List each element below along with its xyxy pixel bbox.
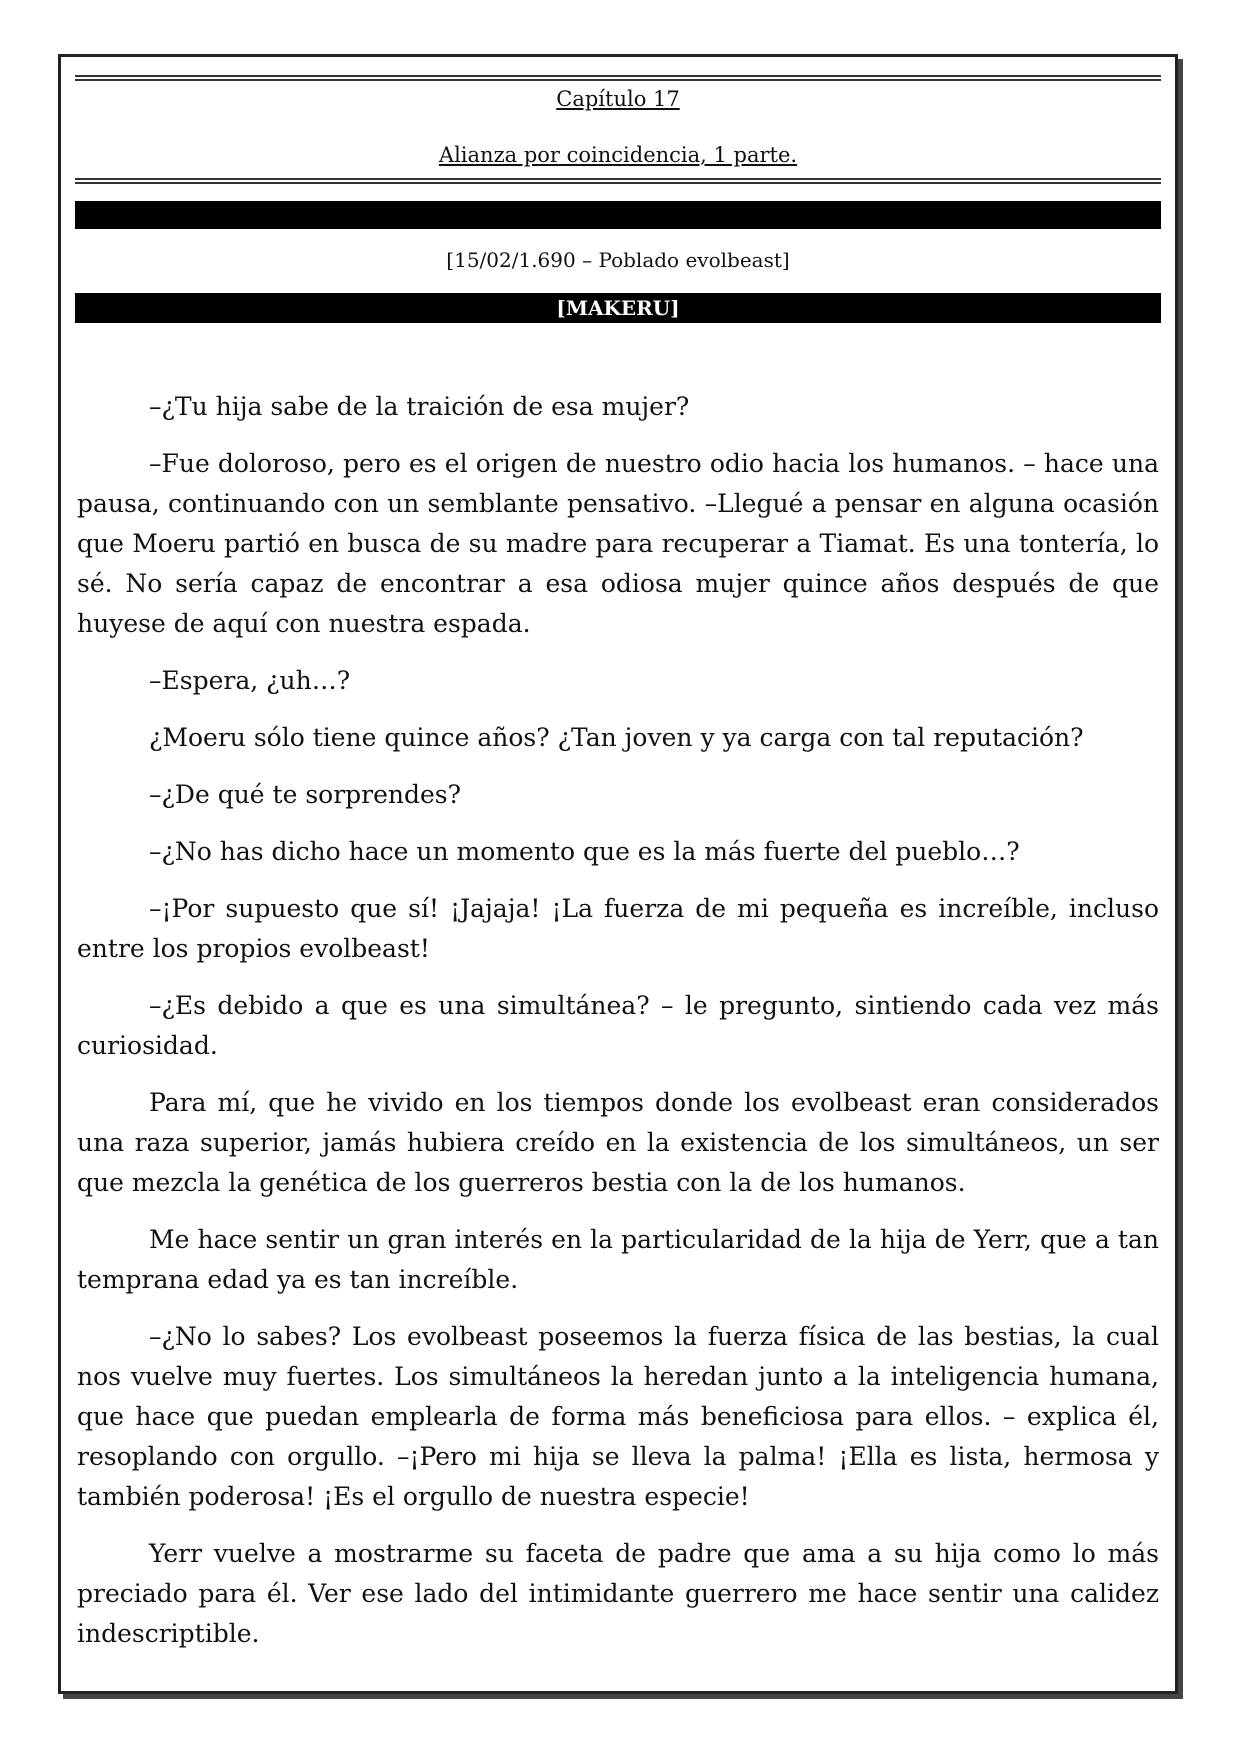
paragraph: –Fue doloroso, pero es el origen de nuestro odio hacia los humanos. – hace una pausa, continuando con un semblante pensativo. –Llegué a pensar en alguna ocasión que Moeru partió en busca de su madre para recuperar a Tiamat. Es una tontería, lo sé. No sería capaz de encontrar a esa odiosa mujer quince años después de que huyese de aquí con nuestra espada. [77,449,1159,638]
chapter-body [77,387,1159,1671]
paragraph: –¡Por supuesto que sí! ¡Jajaja! ¡La fuerza de mi pequeña es increíble, incluso entre los propios evolbeast! [77,894,1159,963]
pov-banner: [MAKERU] [75,293,1161,323]
paragraph: –¿Tu hija sabe de la traición de esa mujer? [149,392,690,421]
paragraph: –¿Es debido a que es una simultánea? – le pregunto, sintiendo cada vez más curiosidad. [77,991,1159,1060]
page-frame [58,54,1178,1694]
paragraph: ¿Moeru sólo tiene quince años? ¿Tan joven y ya carga con tal reputación? [149,723,1084,752]
chapter-subtitle: Alianza por coincidencia, 1 parte. [438,143,798,167]
chapter-title: Capítulo 17 [556,87,680,111]
paragraph: –¿No has dicho hace un momento que es la más fuerte del pueblo…? [149,837,1020,866]
black-divider-bar [75,201,1161,229]
paragraph: –Espera, ¿uh…? [149,666,351,695]
paragraph: Para mí, que he vivido en los tiempos donde los evolbeast eran considerados una raza superior, jamás hubiera creído en la existencia de los simultáneos, un ser que mezcla la genética de los guerreros bestia con la de los humanos. [77,1088,1159,1197]
paragraph: Yerr vuelve a mostrarme su faceta de padre que ama a su hija como lo más preciado para él. Ver ese lado del intimidante guerrero me hace sentir una calidez indescriptible. [77,1539,1159,1648]
paragraph: –¿No lo sabes? Los evolbeast poseemos la fuerza física de las bestias, la cual nos vuelve muy fuertes. Los simultáneos la heredan junto a la inteligencia humana, que hace que puedan emplearla de forma más beneficiosa para ellos. – explica él, resoplando con orgullo. –¡Pero mi hija se lleva la palma! ¡Ella es lista, hermosa y también poderosa! ¡Es el orgullo de nuestra especie! [77,1322,1159,1511]
paragraph: Me hace sentir un gran interés en la particularidad de la hija de Yerr, que a tan temprana edad ya es tan increíble. [77,1225,1159,1294]
middle-double-rule [75,178,1161,184]
paragraph: –¿De qué te sorprendes? [149,780,462,809]
top-double-rule [75,75,1161,81]
scene-date-location: [15/02/1.690 – Poblado evolbeast] [446,248,790,272]
